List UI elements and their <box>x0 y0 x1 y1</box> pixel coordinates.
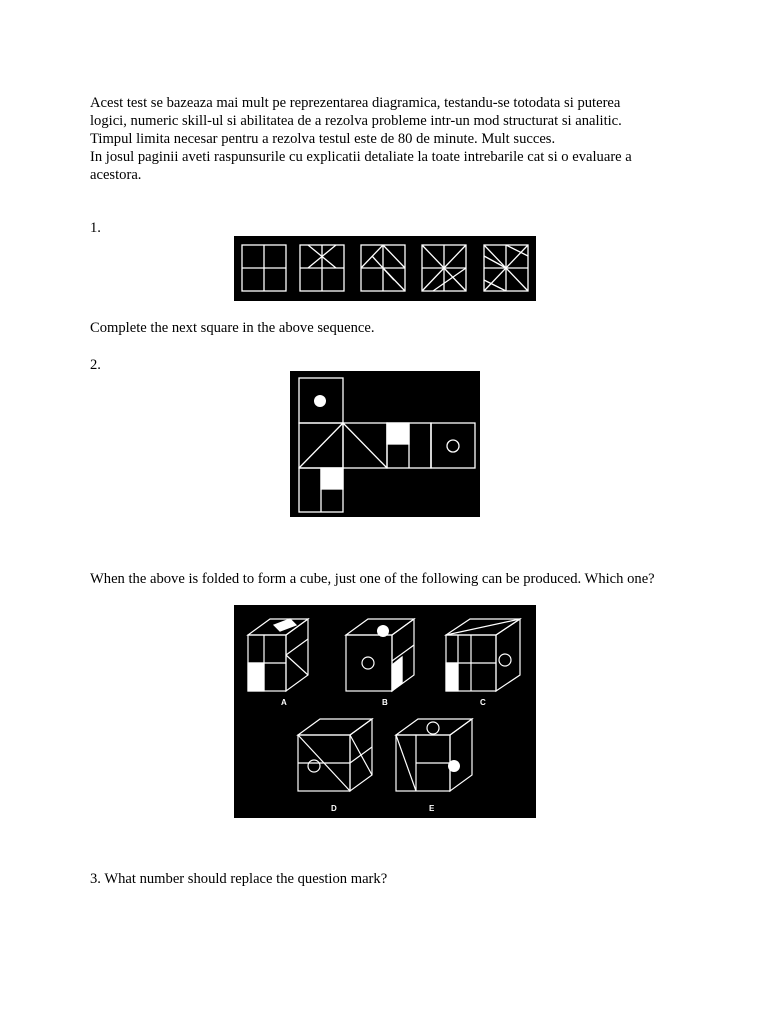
net-dot-filled <box>314 395 326 407</box>
intro-line: Acest test se bazeaza mai mult pe reprezentarea diagramica, testandu-se totodata si puterea <box>90 95 621 111</box>
cube-net-figure <box>290 371 480 517</box>
sequence-figure <box>234 236 536 301</box>
cube-option-d <box>298 719 372 813</box>
sequence-square-4 <box>422 245 466 291</box>
intro-paragraph <box>90 94 690 184</box>
question-1-prompt: Complete the next square in the above sequence. <box>90 320 375 336</box>
sequence-square-5 <box>484 245 528 291</box>
cube-option-c <box>446 619 520 707</box>
cube-option-b <box>346 619 414 707</box>
question-2-number: 2. <box>90 357 101 373</box>
cube-options-figure <box>234 605 536 818</box>
intro-line: logici, numeric skill-ul si abilitatea de a rezolva probleme intr-un mod structurat si analitic. <box>90 113 622 129</box>
cube-label-c: C <box>480 698 486 707</box>
intro-line: In josul paginii aveti raspunsurile cu explicatii detaliate la toate intrebarile cat si o evaluare a <box>90 149 632 165</box>
intro-line: acestora. <box>90 167 142 183</box>
net-white-square <box>387 423 409 444</box>
intro-line: Timpul limita necesar pentru a rezolva testul este de 80 de minute. Mult succes. <box>90 131 556 147</box>
question-3-prompt: 3. What number should replace the question mark? <box>90 871 388 887</box>
cube-option-e <box>396 719 472 813</box>
cube-option-a <box>248 619 308 707</box>
cube-label-b: B <box>382 698 388 707</box>
sequence-square-3 <box>361 245 405 291</box>
sequence-square-1 <box>242 245 286 291</box>
question-1-number: 1. <box>90 220 101 236</box>
net-dot-hollow <box>447 440 459 452</box>
sequence-square-2 <box>300 245 344 291</box>
net-face-4 <box>431 423 475 468</box>
question-2-prompt: When the above is folded to form a cube, just one of the following can be produced. Which one? <box>90 571 655 587</box>
cube-label-e: E <box>429 804 435 813</box>
cube-label-a: A <box>281 698 287 707</box>
cube-label-d: D <box>331 804 337 813</box>
